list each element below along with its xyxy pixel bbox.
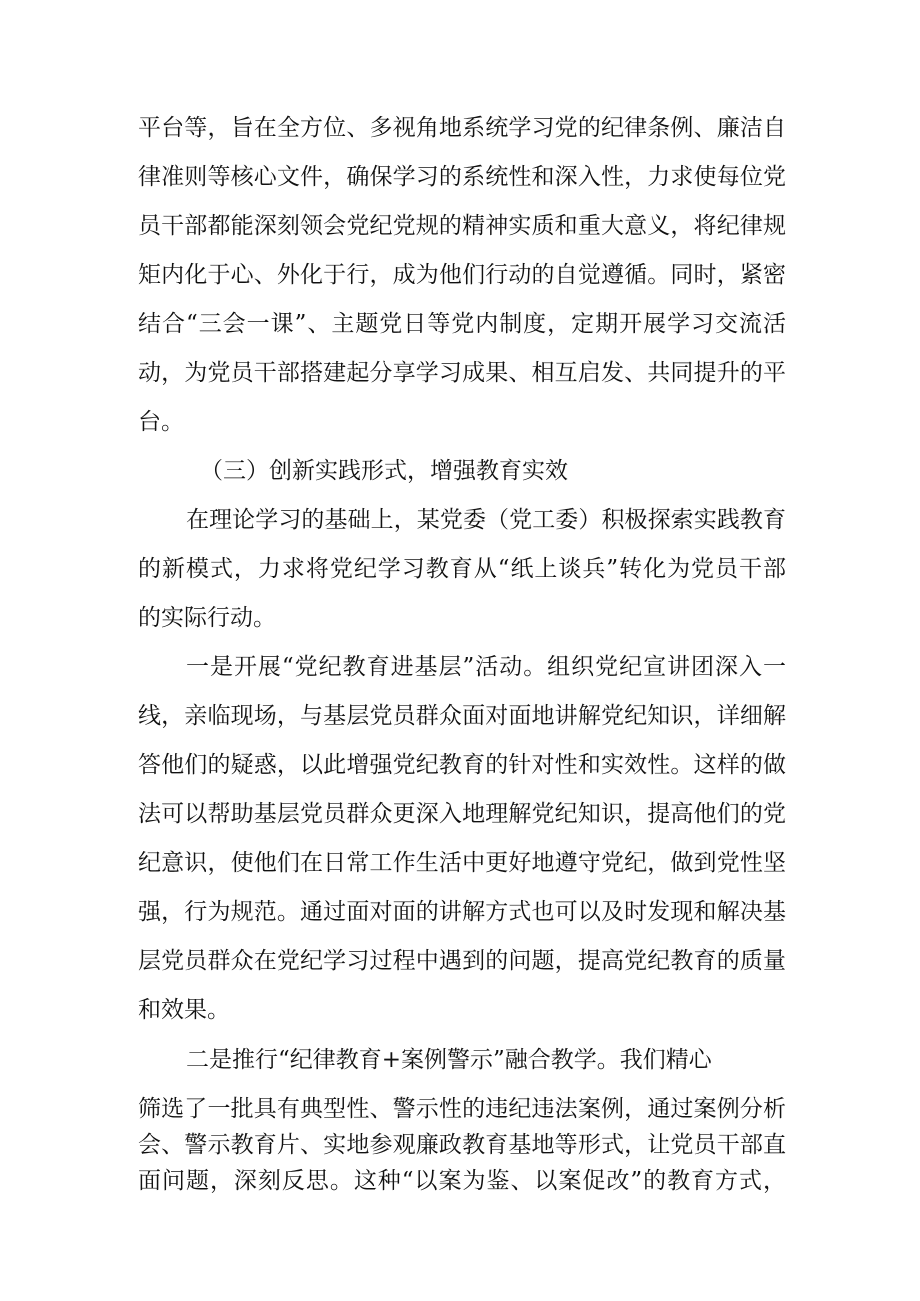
body-text-line: 筛选了一批具有典型性、警示性的违纪违法案例，通过案例分析 bbox=[138, 1096, 786, 1122]
body-text-line: 会、警示教育片、实地参观廉政教育基地等形式，让党员干部直 bbox=[138, 1132, 786, 1158]
section-heading: （三）创新实践形式，增强教育实效 bbox=[200, 458, 568, 484]
body-text-line: 在理论学习的基础上，某党委（党工委）积极探索实践教育 bbox=[186, 507, 786, 533]
body-text-line: 和效果。 bbox=[138, 997, 230, 1023]
body-text-line: 线，亲临现场，与基层党员群众面对面地讲解党纪知识，详细解 bbox=[138, 703, 786, 729]
body-text-line: 答他们的疑惑，以此增强党纪教育的针对性和实效性。这样的做 bbox=[138, 752, 786, 778]
body-text-line: 纪意识，使他们在日常工作生活中更好地遵守党纪，做到党性坚 bbox=[138, 850, 786, 876]
body-text-line: 律准则等核心文件，确保学习的系统性和深入性，力求使每位党 bbox=[138, 164, 786, 190]
body-text-line: 平台等，旨在全方位、多视角地系统学习党的纪律条例、廉洁自 bbox=[138, 115, 786, 141]
body-text-line: 层党员群众在党纪学习过程中遇到的问题，提高党纪教育的质量 bbox=[138, 948, 786, 974]
body-text-line: 二是推行“纪律教育+案例警示”融合教学。我们精心 bbox=[186, 1047, 712, 1073]
body-text-line: 动，为党员干部搭建起分享学习成果、相互启发、共同提升的平 bbox=[138, 360, 786, 386]
body-text-line: 台。 bbox=[138, 409, 184, 435]
body-text-line: 结合“三会一课”、主题党日等党内制度，定期开展学习交流活 bbox=[138, 311, 786, 337]
body-text-line: 强，行为规范。通过面对面的讲解方式也可以及时发现和解决基 bbox=[138, 899, 786, 925]
body-text-line: 的新模式，力求将党纪学习教育从“纸上谈兵”转化为党员干部 bbox=[138, 556, 786, 582]
body-text-line: 一是开展“党纪教育进基层”活动。组织党纪宣讲团深入一 bbox=[186, 654, 786, 680]
body-text-line: 矩内化于心、外化于行，成为他们行动的自觉遵循。同时，紧密 bbox=[138, 262, 786, 288]
body-text-line: 的实际行动。 bbox=[138, 605, 276, 631]
body-text-line: 员干部都能深刻领会党纪党规的精神实质和重大意义，将纪律规 bbox=[138, 213, 786, 239]
body-text-line: 法可以帮助基层党员群众更深入地理解党纪知识，提高他们的党 bbox=[138, 801, 786, 827]
body-text-line: 面问题，深刻反思。这种“以案为鉴、以案促改”的教育方式， bbox=[138, 1168, 786, 1194]
